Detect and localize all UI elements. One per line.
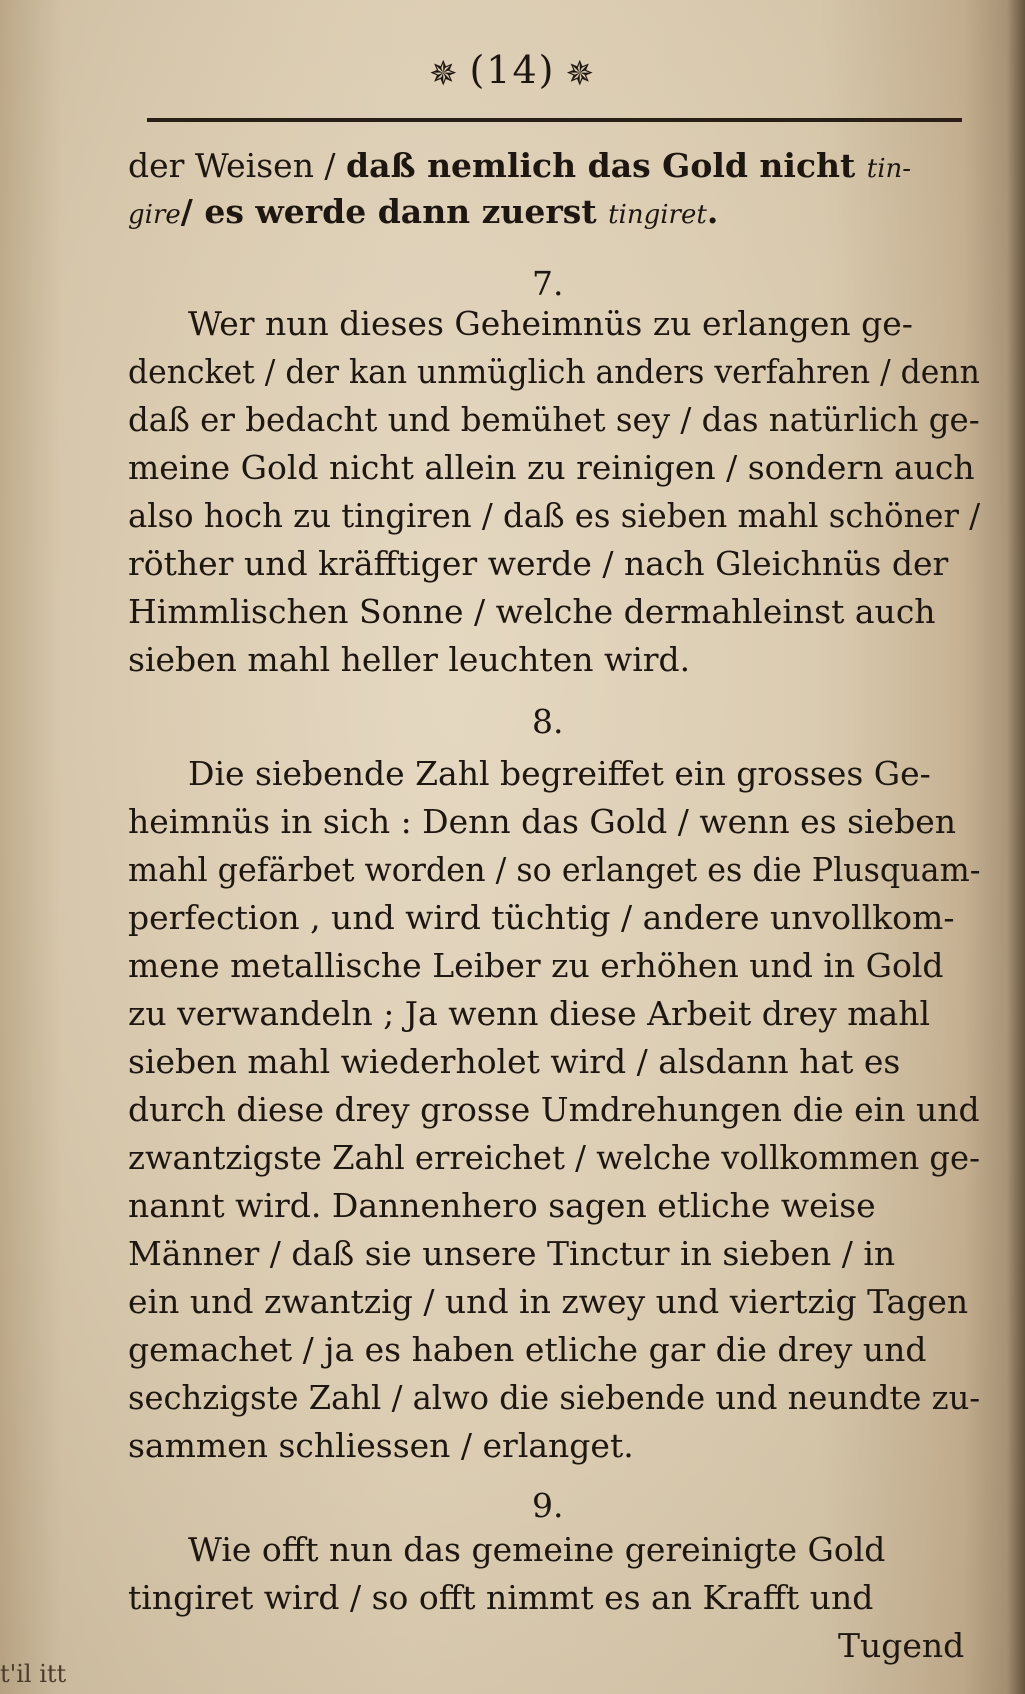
italic-text-segment: tin- xyxy=(866,154,912,184)
text-line: tingiret wird / so offt nimmt es an Krafft und xyxy=(128,1578,874,1617)
page-number: (14) xyxy=(469,48,556,92)
text-line: dencket / der kan unmüglich anders verfahren / denn xyxy=(128,352,980,391)
text-line: mene metallische Leiber zu erhöhen und in Gold xyxy=(128,946,944,985)
text-line: also hoch zu tingiren / daß es sieben mahl schöner / xyxy=(128,496,981,535)
text-line xyxy=(128,190,718,234)
text-line: gemachet / ja es haben etliche gar die drey und xyxy=(128,1330,927,1369)
text-line: meine Gold nicht allein zu reinigen / sondern auch xyxy=(128,448,975,487)
catchword: Tugend xyxy=(838,1626,965,1665)
text-line: zu verwandeln ; Ja wenn diese Arbeit drey mahl xyxy=(128,994,931,1033)
text-line: Männer / daß sie unsere Tinctur in sieben / in xyxy=(128,1234,896,1273)
ornament-left-icon: ✵ xyxy=(428,53,460,94)
text-line: sieben mahl heller leuchten wird. xyxy=(128,640,691,679)
text-line: sieben mahl wiederholet wird / alsdann hat es xyxy=(128,1042,901,1081)
section-number: 7. xyxy=(532,264,564,303)
text-line: sechzigste Zahl / alwo die siebende und neundte zu- xyxy=(128,1378,981,1417)
bold-text-segment: daß nemlich das Gold nicht xyxy=(346,146,867,185)
page-edge-shadow xyxy=(1007,0,1025,1694)
header-rule xyxy=(147,118,962,122)
page-header xyxy=(0,48,1025,94)
text-line: perfection , und wird tüchtig / andere unvollkom- xyxy=(128,898,955,937)
italic-text-segment: gire xyxy=(128,200,181,230)
text-line: ein und zwantzig / und in zwey und viertzig Tagen xyxy=(128,1282,969,1321)
text-line: durch diese drey grosse Umdrehungen die ein und xyxy=(128,1090,980,1129)
text-line: Himmlischen Sonne / welche dermahleinst auch xyxy=(128,592,936,631)
text-segment: der Weisen / xyxy=(128,146,347,185)
bold-text-segment: . xyxy=(706,192,719,231)
text-line: heimnüs in sich : Denn das Gold / wenn es sieben xyxy=(128,802,957,841)
text-line: sammen schliessen / erlanget. xyxy=(128,1426,634,1465)
margin-marks: t'il itt xyxy=(0,1660,67,1688)
text-line: Die siebende Zahl begreiffet ein grosses Ge- xyxy=(188,754,931,793)
section-number: 8. xyxy=(532,702,564,741)
text-line: Wer nun dieses Geheimnüs zu erlangen ge- xyxy=(188,304,913,343)
text-line: zwantzigste Zahl erreichet / welche vollkommen ge- xyxy=(128,1138,980,1177)
bold-text-segment: / es werde dann zuerst xyxy=(180,192,609,231)
text-line: nannt wird. Dannenhero sagen etliche weise xyxy=(128,1186,876,1225)
text-line xyxy=(128,144,911,188)
text-line: röther und kräfftiger werde / nach Gleichnüs der xyxy=(128,544,949,583)
section-number: 9. xyxy=(532,1486,564,1525)
text-line: mahl gefärbet worden / so erlanget es die Plusquam- xyxy=(128,850,981,889)
text-line: Wie offt nun das gemeine gereinigte Gold xyxy=(188,1530,886,1569)
text-line: daß er bedacht und bemühet sey / das natürlich ge- xyxy=(128,400,980,439)
italic-text-segment: tingiret xyxy=(608,200,707,230)
ornament-right-icon: ✵ xyxy=(565,53,596,94)
